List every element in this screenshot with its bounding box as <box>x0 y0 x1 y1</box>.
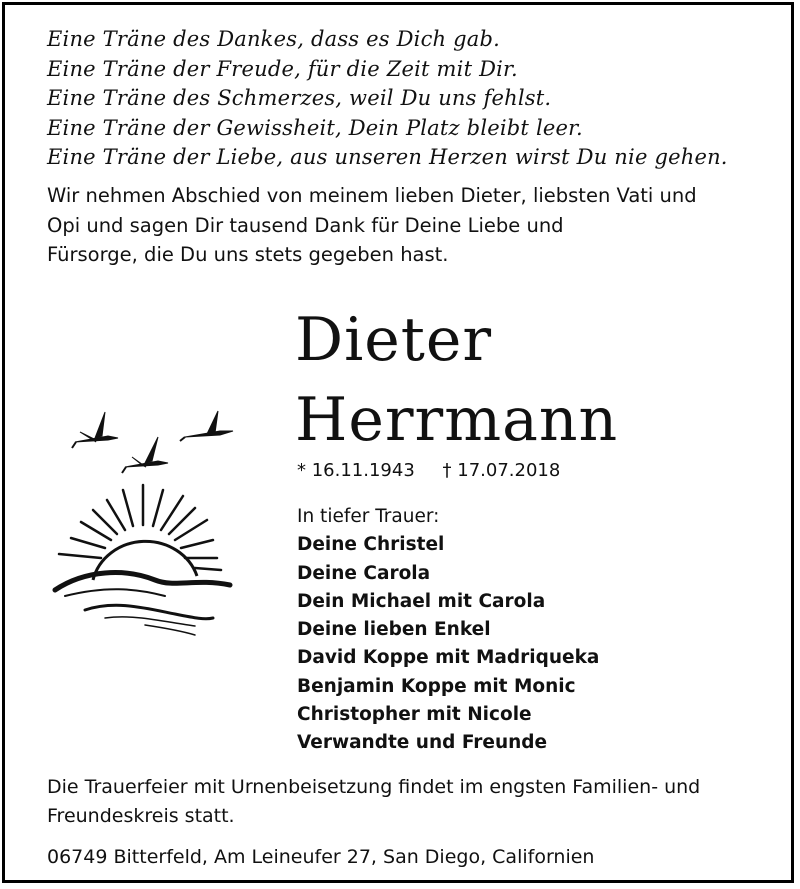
life-dates <box>297 458 582 484</box>
poem-line: Eine Träne der Gewissheit, Dein Platz bleibt leer. <box>47 115 583 140</box>
poem-line: Eine Träne der Liebe, aus unseren Herzen wirst Du nie gehen. <box>47 145 728 169</box>
poem-line: Eine Träne des Schmerzes, weil Du uns fehlst. <box>47 86 552 110</box>
mourner-name: Dein Michael mit Carola <box>297 590 546 612</box>
obituary-frame <box>2 2 794 883</box>
mourner-name: Deine Christel <box>297 534 445 556</box>
mourner-name: Deine lieben Enkel <box>297 619 491 641</box>
mourner-name: Verwandte und Freunde <box>297 732 548 754</box>
poem-line: Eine Träne der Freude, für die Zeit mit Dir. <box>47 56 518 81</box>
farewell-text <box>47 181 787 270</box>
farewell-line: Fürsorge, die Du uns stets gegeben hast. <box>47 243 449 266</box>
mourners-heading: In tiefer Trauer: <box>297 506 440 527</box>
mourner-name: David Koppe mit Madriqueka <box>297 647 600 669</box>
sunset-birds-icon <box>45 400 245 655</box>
bird-icon <box>122 437 168 473</box>
bird-icon <box>72 412 118 448</box>
poem <box>47 25 728 173</box>
birth-date: * 16.11.1943 <box>297 460 415 481</box>
bird-icon <box>180 411 233 441</box>
death-date: † 17.07.2018 <box>442 460 561 481</box>
mourner-name: Deine Carola <box>297 562 431 584</box>
ceremony-notice <box>47 773 700 830</box>
farewell-line: Wir nehmen Abschied von meinem lieben Dieter, liebsten Vati und <box>47 184 697 207</box>
address: 06749 Bitterfeld, Am Leineufer 27, San Diego, Californien <box>47 846 595 868</box>
ceremony-line: Die Trauerfeier mit Urnenbeisetzung findet im engsten Familien- und <box>47 776 701 798</box>
first-name: Dieter <box>295 305 493 375</box>
mourner-name: Benjamin Koppe mit Monic <box>297 675 576 697</box>
poem-line: Eine Träne des Dankes, dass es Dich gab. <box>47 27 501 51</box>
mourner-name: Christopher mit Nicole <box>297 704 532 726</box>
mourners-list <box>297 503 599 758</box>
ceremony-line: Freundeskreis statt. <box>47 804 235 827</box>
farewell-line: Opi und sagen Dir tausend Dank für Deine Liebe und <box>47 213 564 237</box>
last-name: Herrmann <box>295 385 619 455</box>
